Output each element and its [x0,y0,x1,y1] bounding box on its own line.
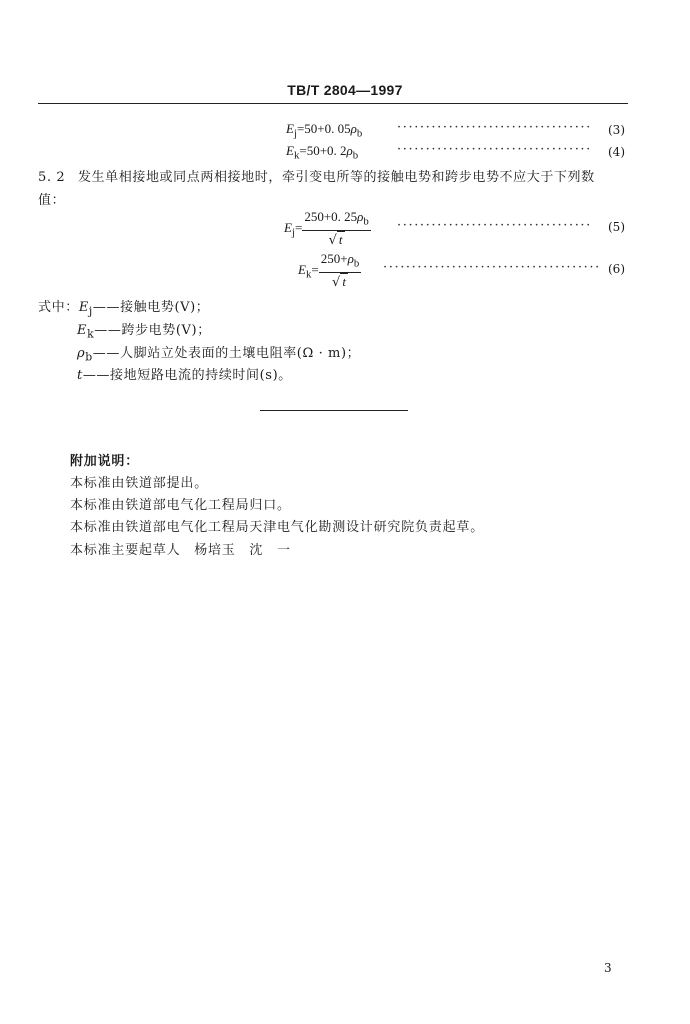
equation-4 [286,143,358,162]
definition-4-desc: 接地短路电流的持续时间(s)。 [110,368,292,383]
definition-1-symbol: E [78,300,89,315]
section-separator [260,410,408,411]
notes-line-4: 本标准主要起草人 杨培玉 沈 一 [70,543,291,558]
section-text-line1: 发生单相接地或同点两相接地时，牵引变电所等的接触电势和跨步电势不应大于下列数 [77,170,595,185]
equation-6 [298,252,361,290]
definition-2-dash: —— [94,323,122,338]
equation-5-number: (5) [608,220,625,234]
equation-4-var: E [286,143,294,158]
equation-5-sub: j [291,226,295,239]
equation-3 [286,121,362,140]
definition-row-4 [77,364,292,383]
equation-6-numerator [319,252,362,273]
equation-6-radicand: t [342,273,346,289]
equation-6-numerator-text: 250+ [320,251,348,266]
definition-2-desc: 跨步电势(V)； [121,323,211,338]
equation-6-leader-dots: ······································ [383,260,601,275]
definitions-intro: 式中： [38,300,79,315]
equation-6-var: E [298,261,306,277]
section-5-2-line1 [38,166,595,185]
equation-6-sqrt-sign: √ [332,274,341,290]
page-number: 3 [604,961,612,975]
definition-4-dash: —— [82,368,111,383]
equation-3-rho: ρ [350,121,357,136]
definition-1-desc: 接触电势(V)； [120,300,210,315]
equation-6-rho: ρ [347,251,354,266]
equation-4-sub: k [293,149,300,162]
equation-4-leader-dots: ·································· [397,142,592,157]
equation-4-rhs: =50+0. 2 [299,143,347,158]
equation-5-eq: = [294,219,303,235]
document-header: TB/T 2804—1997 [287,82,403,98]
equation-5-fraction [302,210,371,248]
equation-5-numerator-text: 250+0. 25 [304,209,358,224]
definition-1-dash: —— [92,300,121,315]
definition-2-symbol: E [77,323,88,338]
equation-5-numerator [302,210,371,231]
equation-4-rho-sub: b [352,149,359,162]
definition-1-sub: j [88,304,93,318]
definition-row-1 [38,296,209,318]
equation-6-denominator [319,273,362,290]
equation-5 [284,210,371,248]
equation-5-leader-dots: ·································· [397,218,592,233]
notes-line-2: 本标准由铁道部电气化工程局归口。 [70,498,291,513]
definition-3-dash: —— [92,346,120,361]
equation-6-eq: = [311,261,319,277]
equation-4-rho: ρ [346,143,353,158]
definition-row-2 [77,319,211,341]
equation-3-var: E [286,121,294,136]
definition-4-symbol: t [77,368,83,383]
equation-3-leader-dots: ·································· [397,120,592,135]
definition-3-sub: b [85,350,93,364]
equation-4-number: (4) [608,145,625,159]
equation-5-radicand: t [338,231,343,247]
equation-5-sqrt-sign: √ [328,232,337,248]
definition-3-symbol: ρ [77,346,86,361]
equation-5-denominator [302,231,371,248]
section-number: 5. 2 [38,170,66,185]
equation-5-rho: ρ [357,209,364,224]
header-rule [38,103,628,104]
equation-6-sub: k [305,268,312,281]
equation-3-sub: j [293,127,297,140]
equation-6-fraction [319,252,362,290]
equation-3-rho-sub: b [356,127,363,140]
equation-3-rhs: =50+0. 05 [296,121,351,136]
equation-6-number: (6) [608,262,625,276]
equation-5-rho-sub: b [363,215,369,228]
notes-title: 附加说明： [70,454,140,469]
section-text-line2: 值： [38,193,66,208]
notes-line-1: 本标准由铁道部提出。 [70,476,209,491]
definition-row-3 [77,342,360,364]
definition-2-sub: k [87,327,95,341]
notes-line-3: 本标准由铁道部电气化工程局天津电气化勘测设计研究院负责起草。 [70,520,485,535]
definition-3-desc: 人脚站立处表面的土壤电阻率(Ω · m)； [120,346,361,361]
equation-3-number: (3) [608,123,625,137]
equation-5-var: E [284,219,292,235]
equation-6-rho-sub: b [353,257,360,270]
